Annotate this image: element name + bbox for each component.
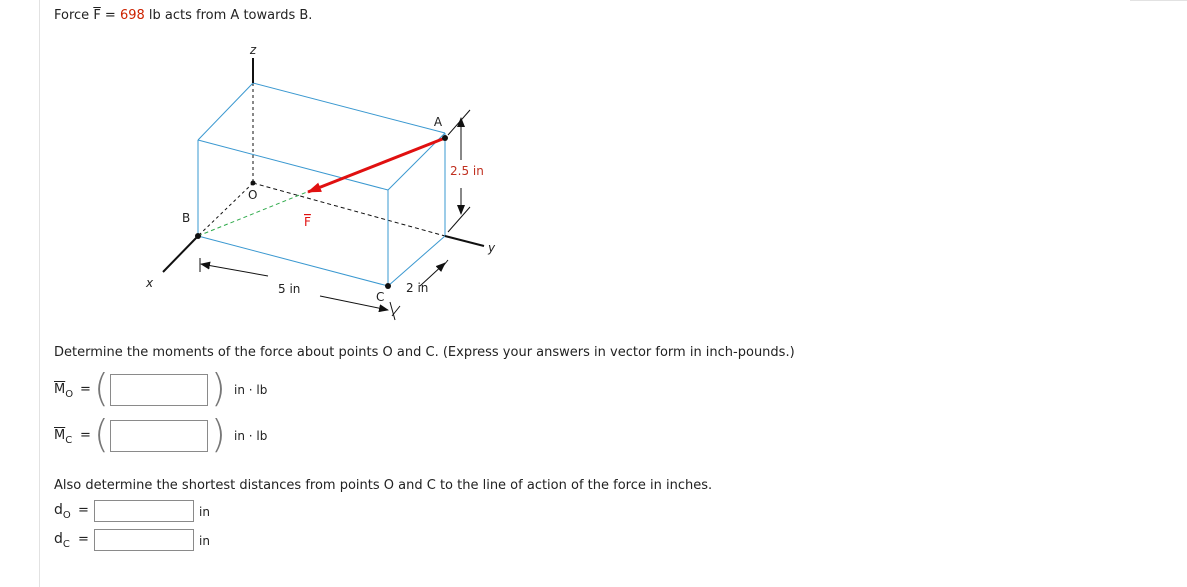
problem-prefix: Force xyxy=(54,8,94,23)
equals-sign: = xyxy=(100,8,120,23)
distance-c-letter: d xyxy=(54,531,63,547)
axis-label-x: x xyxy=(146,276,154,290)
distance-o-subscript: O xyxy=(62,510,71,521)
point-a-marker xyxy=(442,135,448,141)
axis-label-y: y xyxy=(488,241,496,255)
distance-c-input[interactable] xyxy=(94,529,194,551)
distance-o-input[interactable] xyxy=(94,500,194,522)
axis-label-z: z xyxy=(249,43,257,57)
moment-o-symbol xyxy=(54,382,74,400)
moment-c-subscript: C xyxy=(65,435,73,446)
problem-suffix: lb acts from A towards B. xyxy=(144,8,313,23)
distance-o-unit: in xyxy=(199,505,210,519)
distance-o-equals: = xyxy=(78,503,89,518)
top-divider xyxy=(1130,0,1187,1)
point-b-marker xyxy=(195,233,201,239)
label-point-o: O xyxy=(248,188,258,202)
point-c-marker xyxy=(385,283,391,289)
left-paren: ( xyxy=(94,412,109,456)
force-magnitude: 698 xyxy=(119,8,145,23)
right-paren: ) xyxy=(211,412,226,456)
moment-o-subscript: O xyxy=(65,389,74,400)
moment-c-unit: in · lb xyxy=(234,429,268,443)
label-force: F xyxy=(304,215,311,229)
distance-c-equals: = xyxy=(78,532,89,547)
label-dim-length: 5 in xyxy=(278,282,301,296)
label-dim-depth: 2 in xyxy=(406,281,429,295)
question-distances: Also determine the shortest distances from points O and C to the line of action of the force in inches. xyxy=(54,478,713,493)
label-point-c: C xyxy=(376,290,385,304)
distance-c-unit: in xyxy=(199,534,210,548)
x-axis xyxy=(163,236,198,272)
force-diagram xyxy=(130,40,510,330)
label-dim-height: 2.5 in xyxy=(450,164,484,178)
question-moments: Determine the moments of the force about points O and C. (Express your answers in vector form in inch-pounds.) xyxy=(54,345,795,360)
distance-o-symbol xyxy=(54,502,71,521)
right-paren: ) xyxy=(211,366,226,410)
force-symbol: $\overline{F}$ xyxy=(93,8,101,23)
point-o-marker xyxy=(251,181,256,186)
left-paren: ( xyxy=(94,366,109,410)
hidden-edges xyxy=(198,83,445,236)
distance-c-symbol xyxy=(54,531,70,550)
left-divider xyxy=(39,0,40,587)
force-vector xyxy=(308,138,445,192)
moment-c-letter: $\overline{M}$ xyxy=(54,428,66,443)
y-axis xyxy=(445,236,484,246)
moment-o-equals: = xyxy=(80,382,91,397)
moment-o-input[interactable] xyxy=(110,374,208,406)
moment-c-input[interactable] xyxy=(110,420,208,452)
label-point-a: A xyxy=(433,115,443,129)
moment-o-letter: $\overline{M}$ xyxy=(54,382,66,397)
problem-statement xyxy=(54,8,312,23)
moment-c-symbol xyxy=(54,428,73,446)
box-edges xyxy=(198,83,445,286)
label-point-b: B xyxy=(182,211,191,225)
distance-o-letter: d xyxy=(54,502,63,518)
distance-c-subscript: C xyxy=(62,539,70,550)
moment-o-unit: in · lb xyxy=(234,383,268,397)
moment-c-equals: = xyxy=(80,428,91,443)
